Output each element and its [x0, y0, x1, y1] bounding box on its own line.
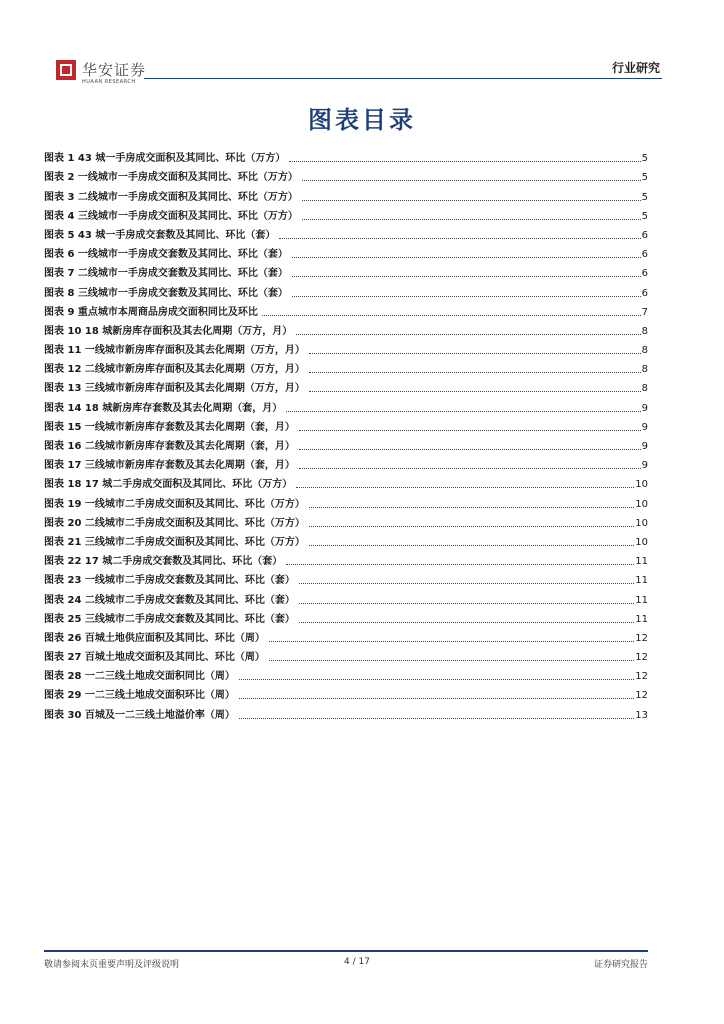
toc-leader-dots: [296, 333, 640, 335]
toc-entry[interactable]: [44, 338, 648, 357]
toc-leader-dots: [299, 448, 641, 450]
toc-entry-label[interactable]: 图表 5 43 城一手房成交套数及其同比、环比（套）: [44, 229, 276, 241]
toc-leader-dots: [299, 467, 641, 469]
toc-entry[interactable]: [44, 530, 648, 549]
toc-entry[interactable]: [44, 184, 648, 203]
toc-entry-page[interactable]: 9: [641, 460, 648, 472]
toc-entry-label[interactable]: 图表 16 二线城市新房库存套数及其去化周期（套，月）: [44, 441, 295, 452]
toc-entry-label[interactable]: 图表 29 一二三线土地成交面积环比（周）: [44, 690, 235, 702]
toc-leader-dots: [309, 352, 641, 354]
toc-leader-dots: [269, 640, 634, 642]
toc-entry[interactable]: [44, 683, 648, 702]
toc-entry-page[interactable]: 10: [635, 536, 648, 548]
toc-entry-page[interactable]: 5: [641, 210, 648, 222]
toc-entry-label[interactable]: 图表 18 17 城二手房成交面积及其同比、环比（万方）: [44, 479, 293, 491]
logo-english-name: HUAAN RESEARCH: [82, 79, 136, 85]
page-header: [52, 58, 662, 85]
toc-entry-page[interactable]: 6: [641, 268, 648, 280]
toc-entry-label[interactable]: 图表 22 17 城二手房成交套数及其同比、环比（套）: [44, 556, 283, 568]
toc-entry[interactable]: [44, 434, 648, 453]
toc-entry[interactable]: [44, 415, 648, 434]
toc-entry-page[interactable]: 7: [641, 306, 648, 318]
toc-leader-dots: [289, 160, 640, 162]
toc-entry[interactable]: [44, 472, 648, 491]
toc-leader-dots: [239, 717, 634, 719]
toc-entry-label[interactable]: 图表 21 三线城市二手房成交面积及其同比、环比（万方）: [44, 536, 305, 548]
toc-leader-dots: [302, 218, 641, 220]
table-of-figures: [44, 146, 648, 722]
toc-entry-label[interactable]: 图表 17 三线城市新房库存套数及其去化周期（套，月）: [44, 460, 295, 472]
toc-entry-label[interactable]: 图表 4 三线城市一手房成交面积及其同比、环比（万方）: [44, 210, 298, 222]
toc-entry-label[interactable]: 图表 14 18 城新房库存套数及其去化周期（套，月）: [44, 402, 283, 414]
toc-entry-label[interactable]: 图表 6 一线城市一手房成交套数及其同比、环比（套）: [44, 249, 288, 261]
toc-leader-dots: [299, 429, 641, 431]
toc-leader-dots: [292, 295, 641, 297]
toc-entry-label[interactable]: 图表 28 一二三线土地成交面积同比（周）: [44, 671, 235, 683]
toc-entry-label[interactable]: 图表 2 一线城市一手房成交面积及其同比、环比（万方）: [44, 172, 298, 184]
page-title: 图表目录: [308, 106, 416, 134]
toc-entry-page[interactable]: 12: [635, 632, 648, 644]
toc-entry[interactable]: [44, 453, 648, 472]
toc-leader-dots: [286, 563, 634, 565]
toc-entry[interactable]: [44, 165, 648, 184]
toc-entry-page[interactable]: 6: [641, 287, 648, 299]
toc-entry[interactable]: [44, 702, 648, 721]
toc-entry[interactable]: [44, 607, 648, 626]
toc-entry-page[interactable]: 10: [635, 498, 648, 510]
toc-entry-label[interactable]: 图表 15 一线城市新房库存套数及其去化周期（套，月）: [44, 421, 295, 433]
toc-entry-label[interactable]: 图表 30 百城及一二三线土地溢价率（周）: [44, 709, 235, 721]
toc-entry-page[interactable]: 6: [641, 249, 648, 261]
toc-entry[interactable]: [44, 664, 648, 683]
toc-entry[interactable]: [44, 223, 648, 242]
toc-entry-page[interactable]: 5: [641, 191, 648, 203]
toc-entry[interactable]: [44, 549, 648, 568]
toc-entry-label[interactable]: 图表 26 百城土地供应面积及其同比、环比（周）: [44, 632, 265, 644]
toc-entry-page[interactable]: 12: [635, 652, 648, 664]
toc-entry-page[interactable]: 11: [635, 556, 648, 568]
toc-entry-page[interactable]: 11: [635, 594, 648, 606]
toc-entry-label[interactable]: 图表 11 一线城市新房库存面积及其去化周期（万方，月）: [44, 345, 305, 357]
toc-leader-dots: [239, 697, 634, 699]
toc-entry-page[interactable]: 8: [641, 325, 648, 337]
toc-entry-page[interactable]: 10: [635, 479, 648, 491]
toc-leader-dots: [286, 410, 640, 412]
report-category: 行业研究: [611, 61, 660, 75]
toc-entry[interactable]: [44, 568, 648, 587]
toc-leader-dots: [309, 371, 641, 373]
toc-entry[interactable]: [44, 645, 648, 664]
toc-leader-dots: [269, 659, 634, 661]
toc-entry-page[interactable]: 8: [641, 345, 648, 357]
toc-entry-page[interactable]: 13: [635, 709, 648, 721]
toc-entry-page[interactable]: 8: [641, 383, 648, 395]
toc-leader-dots: [262, 314, 641, 316]
toc-leader-dots: [239, 678, 634, 680]
header-divider: [144, 78, 662, 79]
footer-disclaimer: 敬请参阅末页重要声明及评级说明: [44, 960, 180, 970]
toc-entry-label[interactable]: 图表 8 三线城市一手房成交套数及其同比、环比（套）: [44, 287, 288, 299]
toc-leader-dots: [292, 256, 641, 258]
toc-entry-page[interactable]: 12: [635, 690, 648, 702]
toc-entry-label[interactable]: 图表 9 重点城市本周商品房成交面积同比及环比: [44, 306, 258, 318]
toc-entry[interactable]: [44, 300, 648, 319]
toc-entry-page[interactable]: 10: [635, 517, 648, 529]
toc-entry[interactable]: [44, 587, 648, 606]
toc-entry[interactable]: [44, 626, 648, 645]
toc-leader-dots: [309, 544, 634, 546]
page-number: 4 / 17: [344, 957, 370, 967]
footer-report-type: 证券研究报告: [593, 960, 648, 970]
toc-leader-dots: [302, 199, 641, 201]
toc-entry[interactable]: [44, 242, 648, 261]
toc-entry-label[interactable]: 图表 27 百城土地成交面积及其同比、环比（周）: [44, 652, 265, 664]
toc-leader-dots: [309, 390, 641, 392]
toc-entry-label[interactable]: 图表 10 18 城新房库存面积及其去化周期（万方，月）: [44, 325, 293, 337]
toc-entry[interactable]: [44, 204, 648, 223]
logo-mark-icon: [56, 60, 76, 80]
toc-entry-page[interactable]: 8: [641, 364, 648, 376]
toc-leader-dots: [299, 602, 634, 604]
toc-entry-label[interactable]: 图表 20 二线城市二手房成交面积及其同比、环比（万方）: [44, 517, 305, 529]
toc-entry-label[interactable]: 图表 1 43 城一手房成交面积及其同比、环比（万方）: [44, 153, 286, 165]
company-logo: [52, 58, 192, 86]
toc-entry-page[interactable]: 9: [641, 402, 648, 414]
toc-leader-dots: [296, 486, 634, 488]
toc-leader-dots: [309, 506, 634, 508]
toc-entry-label[interactable]: 图表 3 二线城市一手房成交面积及其同比、环比（万方）: [44, 191, 298, 203]
toc-leader-dots: [292, 275, 641, 277]
toc-leader-dots: [309, 525, 634, 527]
toc-leader-dots: [279, 237, 640, 239]
toc-entry-label[interactable]: 图表 24 二线城市二手房成交套数及其同比、环比（套）: [44, 594, 295, 606]
toc-entry-label[interactable]: 图表 7 二线城市一手房成交套数及其同比、环比（套）: [44, 268, 288, 280]
toc-entry-page[interactable]: 6: [641, 229, 648, 241]
toc-entry-label[interactable]: 图表 19 一线城市二手房成交面积及其同比、环比（万方）: [44, 498, 305, 510]
footer-divider: [44, 950, 648, 952]
toc-entry-page[interactable]: 9: [641, 441, 648, 452]
toc-entry-label[interactable]: 图表 25 三线城市二手房成交套数及其同比、环比（套）: [44, 613, 295, 625]
toc-entry-page[interactable]: 11: [635, 613, 648, 625]
logo-chinese-name: 华安证券: [82, 61, 147, 79]
toc-entry-page[interactable]: 9: [641, 421, 648, 433]
toc-leader-dots: [302, 179, 641, 181]
toc-entry-label[interactable]: 图表 13 三线城市新房库存面积及其去化周期（万方，月）: [44, 383, 305, 395]
toc-entry-page[interactable]: 5: [641, 172, 648, 184]
toc-entry[interactable]: [44, 357, 648, 376]
toc-entry[interactable]: [44, 146, 648, 165]
toc-entry-label[interactable]: 图表 23 一线城市二手房成交套数及其同比、环比（套）: [44, 575, 295, 587]
toc-entry-page[interactable]: 5: [641, 153, 648, 165]
toc-leader-dots: [299, 621, 634, 623]
toc-entry[interactable]: [44, 491, 648, 510]
toc-entry[interactable]: [44, 511, 648, 530]
toc-entry[interactable]: [44, 261, 648, 280]
toc-entry[interactable]: [44, 395, 648, 414]
toc-leader-dots: [299, 582, 634, 584]
toc-entry-page[interactable]: 12: [635, 671, 648, 683]
toc-entry-label[interactable]: 图表 12 二线城市新房库存面积及其去化周期（万方，月）: [44, 364, 305, 376]
toc-entry[interactable]: [44, 376, 648, 395]
toc-entry-page[interactable]: 11: [635, 575, 648, 587]
toc-entry[interactable]: [44, 319, 648, 338]
toc-entry[interactable]: [44, 280, 648, 299]
